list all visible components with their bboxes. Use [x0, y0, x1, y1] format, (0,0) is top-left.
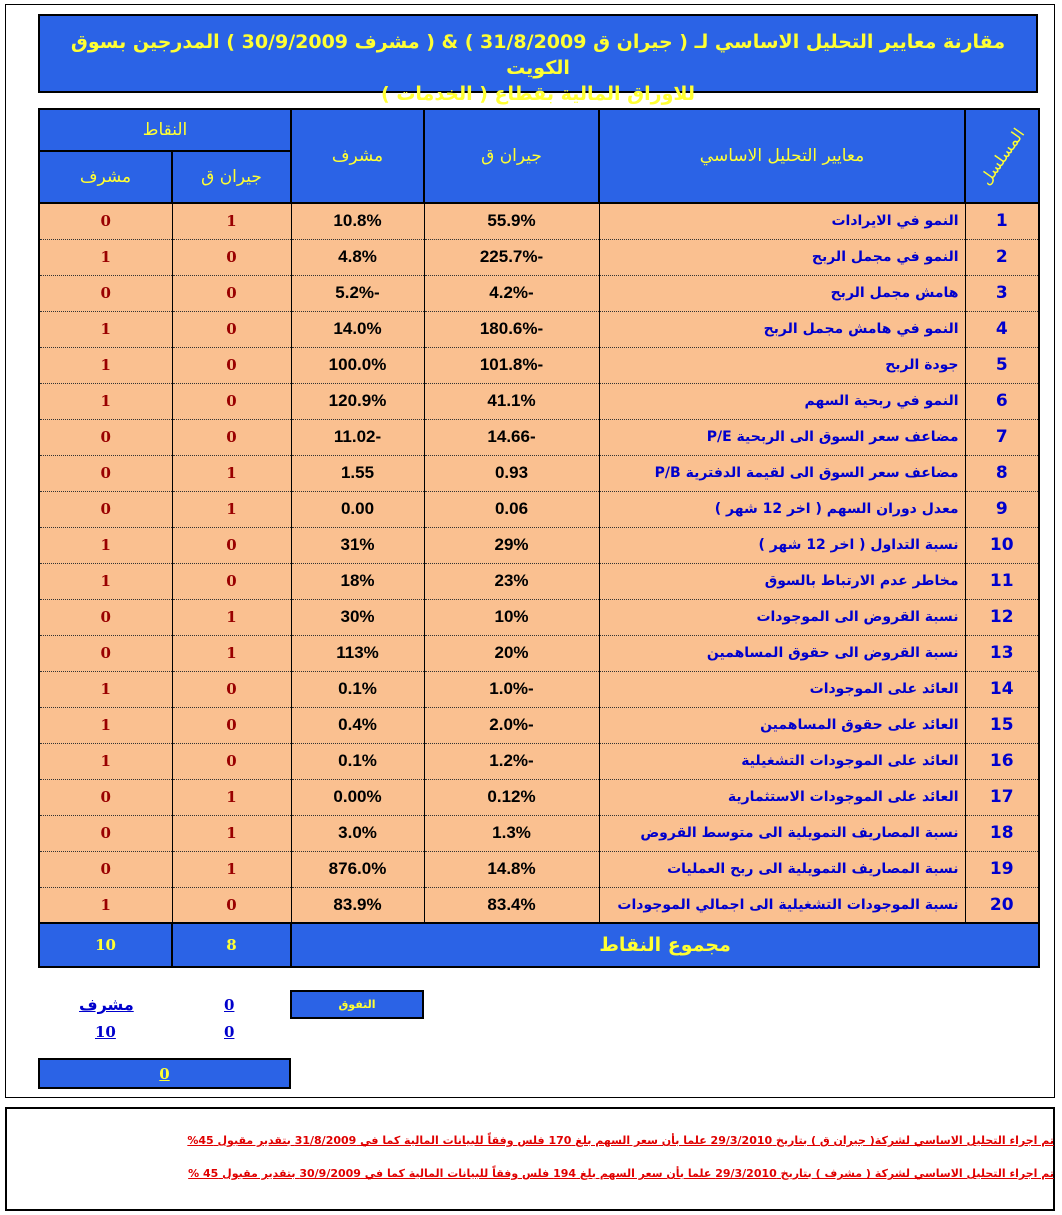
row-points-a: 1: [172, 599, 291, 635]
row-value-a: -101.8%: [424, 347, 599, 383]
company-b-header: مشرف: [291, 109, 424, 203]
row-points-b: 1: [39, 527, 172, 563]
note-company-b: تم اجراء التحليل الاساسي لشركة ( مشرف ) بتاريخ 29/3/2010 علما بأن سعر السهم بلغ 194 فلس وفقاً للبيانات المالية كما في 30/9/2009 بتقدير مقبول 45 %: [188, 1167, 1054, 1180]
row-points-b: 1: [39, 311, 172, 347]
row-serial: 5: [965, 347, 1039, 383]
points-b-header: مشرف: [39, 151, 172, 203]
row-points-a: 0: [172, 311, 291, 347]
points-a-header: جيران ق: [172, 151, 291, 203]
row-points-a: 0: [172, 527, 291, 563]
row-points-b: 0: [39, 779, 172, 815]
table-row: [39, 383, 1039, 419]
row-points-a: 0: [172, 275, 291, 311]
row-serial: 19: [965, 851, 1039, 887]
row-value-a: 83.4%: [424, 887, 599, 923]
row-serial: 8: [965, 455, 1039, 491]
row-value-b: 83.9%: [291, 887, 424, 923]
table-row: [39, 563, 1039, 599]
table-row: [39, 455, 1039, 491]
row-points-b: 0: [39, 851, 172, 887]
row-value-a: 14.8%: [424, 851, 599, 887]
comparison-table: [38, 108, 1040, 968]
row-value-a: 29%: [424, 527, 599, 563]
row-points-b: 0: [39, 203, 172, 239]
row-points-a: 1: [172, 203, 291, 239]
row-criterion: معدل دوران السهم ( اخر 12 شهر ): [599, 491, 965, 527]
row-points-b: 1: [39, 671, 172, 707]
row-points-b: 0: [39, 635, 172, 671]
row-criterion: مخاطر عدم الارتباط بالسوق: [599, 563, 965, 599]
row-points-a: 0: [172, 563, 291, 599]
title-line-1: مقارنة معايير التحليل الاساسي لـ ( جيران ق 31/8/2009 ) & ( مشرف 30/9/2009 ) المدرجين بسوق الكويت: [70, 31, 1006, 79]
row-points-b: 1: [39, 743, 172, 779]
row-value-b: 0.4%: [291, 707, 424, 743]
row-serial: 9: [965, 491, 1039, 527]
row-serial: 4: [965, 311, 1039, 347]
page-title: [38, 14, 1038, 105]
table-row: [39, 419, 1039, 455]
row-points-a: 1: [172, 491, 291, 527]
row-criterion: النمو في الايرادات: [599, 203, 965, 239]
row-criterion: مضاعف سعر السوق الى الربحية P/E: [599, 419, 965, 455]
total-row: [39, 923, 1039, 967]
notes-frame: [5, 1107, 1055, 1211]
row-points-b: 1: [39, 239, 172, 275]
row-serial: 3: [965, 275, 1039, 311]
row-serial: 14: [965, 671, 1039, 707]
row-value-b: 0.00%: [291, 779, 424, 815]
title-line-2: للاوراق المالية بقطاع ( الخدمات ): [381, 83, 695, 105]
zero-link-bottom[interactable]: 0: [224, 1023, 235, 1041]
zero-link-top[interactable]: 0: [224, 996, 235, 1014]
row-value-b: 120.9%: [291, 383, 424, 419]
row-serial: 2: [965, 239, 1039, 275]
table-row: [39, 347, 1039, 383]
note-company-a: تم اجراء التحليل الاساسي لشركة( جيران ق ) بتاريخ 29/3/2010 علما بأن سعر السهم بلغ 170 فلس وفقاً للبيانات المالية كما في 31/8/2009 بتقدير مقبول 45%: [187, 1134, 1054, 1147]
table-row: [39, 779, 1039, 815]
row-value-b: 31%: [291, 527, 424, 563]
row-points-a: 0: [172, 743, 291, 779]
row-criterion: نسبة المصاريف التمويلية الى ربح العمليات: [599, 851, 965, 887]
table-row: [39, 635, 1039, 671]
row-value-a: 41.1%: [424, 383, 599, 419]
table-row: [39, 311, 1039, 347]
table-row: [39, 743, 1039, 779]
table-row: [39, 851, 1039, 887]
row-points-b: 1: [39, 707, 172, 743]
company-b-link[interactable]: مشرف: [79, 995, 134, 1014]
serial-header: المسلسل: [965, 109, 1039, 203]
row-value-a: 0.06: [424, 491, 599, 527]
row-criterion: مضاعف سعر السوق الى لقيمة الدفترية P/B: [599, 455, 965, 491]
row-criterion: نسبة المصاريف التمويلية الى متوسط القروض: [599, 815, 965, 851]
row-value-a: 23%: [424, 563, 599, 599]
row-value-a: -1.0%: [424, 671, 599, 707]
row-points-a: 0: [172, 239, 291, 275]
row-points-b: 0: [39, 275, 172, 311]
row-value-b: 113%: [291, 635, 424, 671]
row-value-b: 0.1%: [291, 671, 424, 707]
superiority-button[interactable]: التفوق: [290, 990, 424, 1019]
row-points-a: 1: [172, 455, 291, 491]
row-value-a: -14.66: [424, 419, 599, 455]
row-points-a: 0: [172, 347, 291, 383]
row-value-b: 1.55: [291, 455, 424, 491]
row-value-b: 3.0%: [291, 815, 424, 851]
row-points-b: 1: [39, 563, 172, 599]
row-value-a: 10%: [424, 599, 599, 635]
table-row: [39, 815, 1039, 851]
criteria-header: معايير التحليل الاساسي: [599, 109, 965, 203]
table-row: [39, 203, 1039, 239]
row-serial: 17: [965, 779, 1039, 815]
result-box[interactable]: [38, 1058, 291, 1089]
points-header: النقاط: [39, 109, 291, 151]
row-value-a: 55.9%: [424, 203, 599, 239]
table-row: [39, 527, 1039, 563]
row-value-a: -2.0%: [424, 707, 599, 743]
row-criterion: العائد على الموجودات التشغيلية: [599, 743, 965, 779]
row-value-a: -225.7%: [424, 239, 599, 275]
row-points-b: 1: [39, 347, 172, 383]
row-criterion: النمو في مجمل الربح: [599, 239, 965, 275]
row-points-a: 0: [172, 671, 291, 707]
row-serial: 13: [965, 635, 1039, 671]
row-points-b: 0: [39, 419, 172, 455]
row-criterion: نسبة التداول ( اخر 12 شهر ): [599, 527, 965, 563]
table-row: [39, 239, 1039, 275]
row-value-b: 30%: [291, 599, 424, 635]
row-criterion: هامش مجمل الربح: [599, 275, 965, 311]
row-value-a: -180.6%: [424, 311, 599, 347]
row-serial: 6: [965, 383, 1039, 419]
row-points-a: 1: [172, 815, 291, 851]
row-serial: 12: [965, 599, 1039, 635]
row-criterion: نسبة الموجودات التشغيلية الى اجمالي الموجودات: [599, 887, 965, 923]
table-row: [39, 275, 1039, 311]
row-criterion: النمو في ربحية السهم: [599, 383, 965, 419]
row-criterion: نسبة القروض الى الموجودات: [599, 599, 965, 635]
row-value-a: 0.12%: [424, 779, 599, 815]
row-value-a: -1.2%: [424, 743, 599, 779]
row-serial: 15: [965, 707, 1039, 743]
row-serial: 20: [965, 887, 1039, 923]
row-value-b: 100.0%: [291, 347, 424, 383]
table-row: [39, 671, 1039, 707]
row-value-b: -5.2%: [291, 275, 424, 311]
row-criterion: النمو في هامش مجمل الربح: [599, 311, 965, 347]
row-value-b: 876.0%: [291, 851, 424, 887]
row-serial: 7: [965, 419, 1039, 455]
total-label: مجموع النقاط: [291, 923, 1039, 967]
row-criterion: نسبة القروض الى حقوق المساهمين: [599, 635, 965, 671]
row-value-b: 18%: [291, 563, 424, 599]
row-value-a: 0.93: [424, 455, 599, 491]
table-row: [39, 887, 1039, 923]
row-points-a: 1: [172, 851, 291, 887]
table-row: [39, 707, 1039, 743]
row-points-b: 0: [39, 455, 172, 491]
row-points-a: 0: [172, 707, 291, 743]
row-points-a: 1: [172, 635, 291, 671]
ten-link[interactable]: 10: [95, 1023, 116, 1041]
row-points-b: 0: [39, 815, 172, 851]
row-value-a: 20%: [424, 635, 599, 671]
row-serial: 10: [965, 527, 1039, 563]
row-serial: 16: [965, 743, 1039, 779]
row-serial: 18: [965, 815, 1039, 851]
row-serial: 11: [965, 563, 1039, 599]
row-value-b: 14.0%: [291, 311, 424, 347]
row-points-a: 1: [172, 779, 291, 815]
row-criterion: جودة الربح: [599, 347, 965, 383]
row-value-b: -11.02: [291, 419, 424, 455]
row-value-b: 10.8%: [291, 203, 424, 239]
row-criterion: العائد على حقوق المساهمين: [599, 707, 965, 743]
row-value-a: -4.2%: [424, 275, 599, 311]
row-points-b: 0: [39, 491, 172, 527]
row-value-b: 4.8%: [291, 239, 424, 275]
company-a-header: جيران ق: [424, 109, 599, 203]
row-criterion: العائد على الموجودات: [599, 671, 965, 707]
row-points-b: 1: [39, 383, 172, 419]
table-row: [39, 491, 1039, 527]
row-points-a: 0: [172, 383, 291, 419]
total-points-a: 8: [172, 923, 291, 967]
result-value: 0: [159, 1065, 170, 1083]
row-serial: 1: [965, 203, 1039, 239]
row-points-a: 0: [172, 887, 291, 923]
row-value-b: 0.1%: [291, 743, 424, 779]
row-points-b: 0: [39, 599, 172, 635]
row-value-a: 1.3%: [424, 815, 599, 851]
row-points-a: 0: [172, 419, 291, 455]
row-criterion: العائد على الموجودات الاستثمارية: [599, 779, 965, 815]
total-points-b: 10: [39, 923, 172, 967]
row-points-b: 1: [39, 887, 172, 923]
row-value-b: 0.00: [291, 491, 424, 527]
table-row: [39, 599, 1039, 635]
